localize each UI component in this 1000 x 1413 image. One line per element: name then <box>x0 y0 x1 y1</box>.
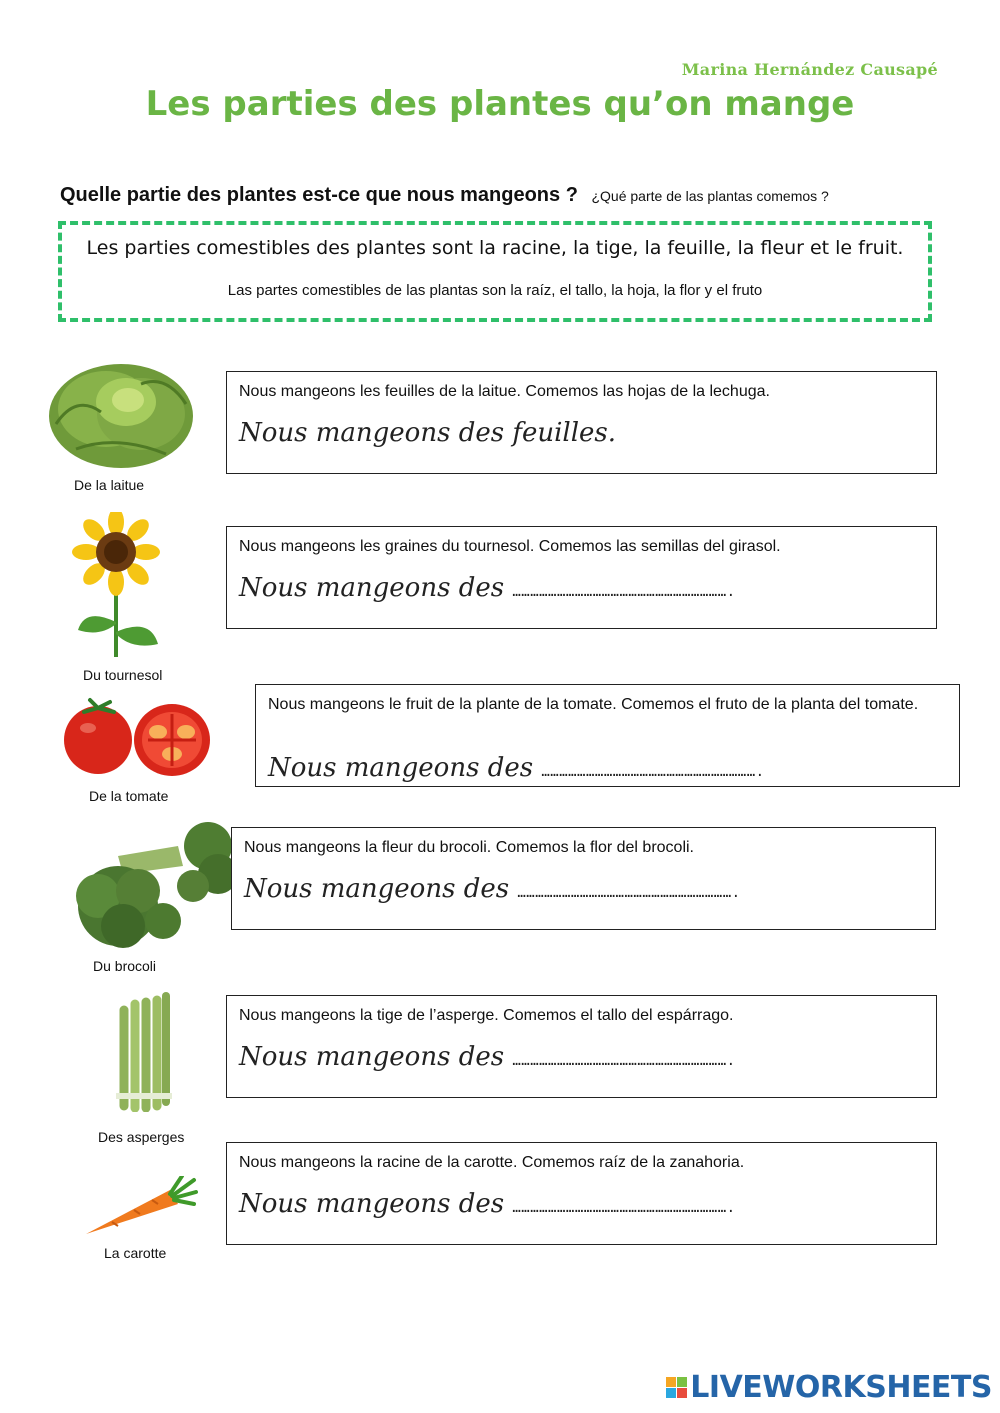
answer-card-tomato <box>255 684 960 787</box>
answer-card-sunflower <box>226 526 937 629</box>
lettuce-image <box>46 354 196 470</box>
sentence-tomato: Nous mangeons le fruit de la plante de la tomate. Comemos el fruto de la planta del tomate. <box>268 696 919 713</box>
asparagus-image <box>116 992 172 1112</box>
answer-blank[interactable]: ………………………………………………………………. <box>512 584 736 600</box>
page-title: Les parties des plantes qu’on mange <box>145 84 855 124</box>
info-text-fr: Les parties comestibles des plantes sont la racine, la tige, la feuille, la fleur et le fruit. <box>86 237 904 259</box>
sentence-asparagus: Nous mangeons la tige de l’asperge. Comemos el tallo del espárrago. <box>239 1007 734 1024</box>
caption-tomato: De la tomate <box>89 788 169 804</box>
answer-prefix: Nous mangeons des <box>239 1189 505 1219</box>
answer-carrot <box>239 1189 736 1219</box>
answer-blank[interactable]: ………………………………………………………………. <box>517 885 741 901</box>
caption-asparagus: Des asperges <box>98 1129 185 1145</box>
answer-card-carrot <box>226 1142 937 1245</box>
answer-sunflower <box>239 573 736 603</box>
logo-icon <box>666 1377 687 1398</box>
answer-blank[interactable]: ………………………………………………………………. <box>541 764 765 780</box>
answer-card-lettuce <box>226 371 937 474</box>
answer-prefix: Nous mangeons des feuilles. <box>239 418 617 448</box>
answer-prefix: Nous mangeons des <box>239 1042 505 1072</box>
answer-broccoli <box>244 874 741 904</box>
question-fr: Quelle partie des plantes est-ce que nous mangeons ? <box>60 184 578 206</box>
answer-prefix: Nous mangeons des <box>268 753 534 783</box>
answer-blank[interactable]: ………………………………………………………………. <box>512 1053 736 1069</box>
caption-lettuce: De la laitue <box>74 477 145 493</box>
sentence-carrot: Nous mangeons la racine de la carotte. Comemos raíz de la zanahoria. <box>239 1154 745 1171</box>
sentence-lettuce: Nous mangeons les feuilles de la laitue. Comemos las hojas de la lechuga. <box>239 383 770 400</box>
answer-card-asparagus <box>226 995 937 1098</box>
answer-lettuce <box>239 418 616 448</box>
info-box <box>58 221 932 322</box>
caption-broccoli: Du brocoli <box>93 958 157 974</box>
info-text-es: Las partes comestibles de las plantas son la raíz, el tallo, la hoja, la flor y el fruto <box>227 282 763 299</box>
author-name: Marina Hernández Causapé <box>681 60 938 79</box>
carrot-image <box>82 1176 198 1238</box>
sentence-broccoli: Nous mangeons la fleur du brocoli. Comemos la flor del brocoli. <box>244 839 694 856</box>
tomato-image <box>62 696 212 782</box>
answer-prefix: Nous mangeons des <box>239 573 505 603</box>
answer-blank[interactable]: ………………………………………………………………. <box>512 1200 736 1216</box>
sunflower-image <box>70 512 162 660</box>
question-es: ¿Qué parte de las plantas comemos ? <box>591 188 829 204</box>
caption-carrot: La carotte <box>104 1245 167 1261</box>
question-heading <box>60 184 829 207</box>
answer-prefix: Nous mangeons des <box>244 874 510 904</box>
logo-text: LIVEWORKSHEETS <box>690 1370 992 1405</box>
caption-sunflower: Du tournesol <box>83 667 163 683</box>
broccoli-image <box>68 816 234 950</box>
answer-card-broccoli <box>231 827 936 930</box>
liveworksheets-logo[interactable] <box>666 1370 992 1405</box>
answer-tomato <box>268 753 765 783</box>
answer-asparagus <box>239 1042 736 1072</box>
sentence-sunflower: Nous mangeons les graines du tournesol. Comemos las semillas del girasol. <box>239 538 781 555</box>
